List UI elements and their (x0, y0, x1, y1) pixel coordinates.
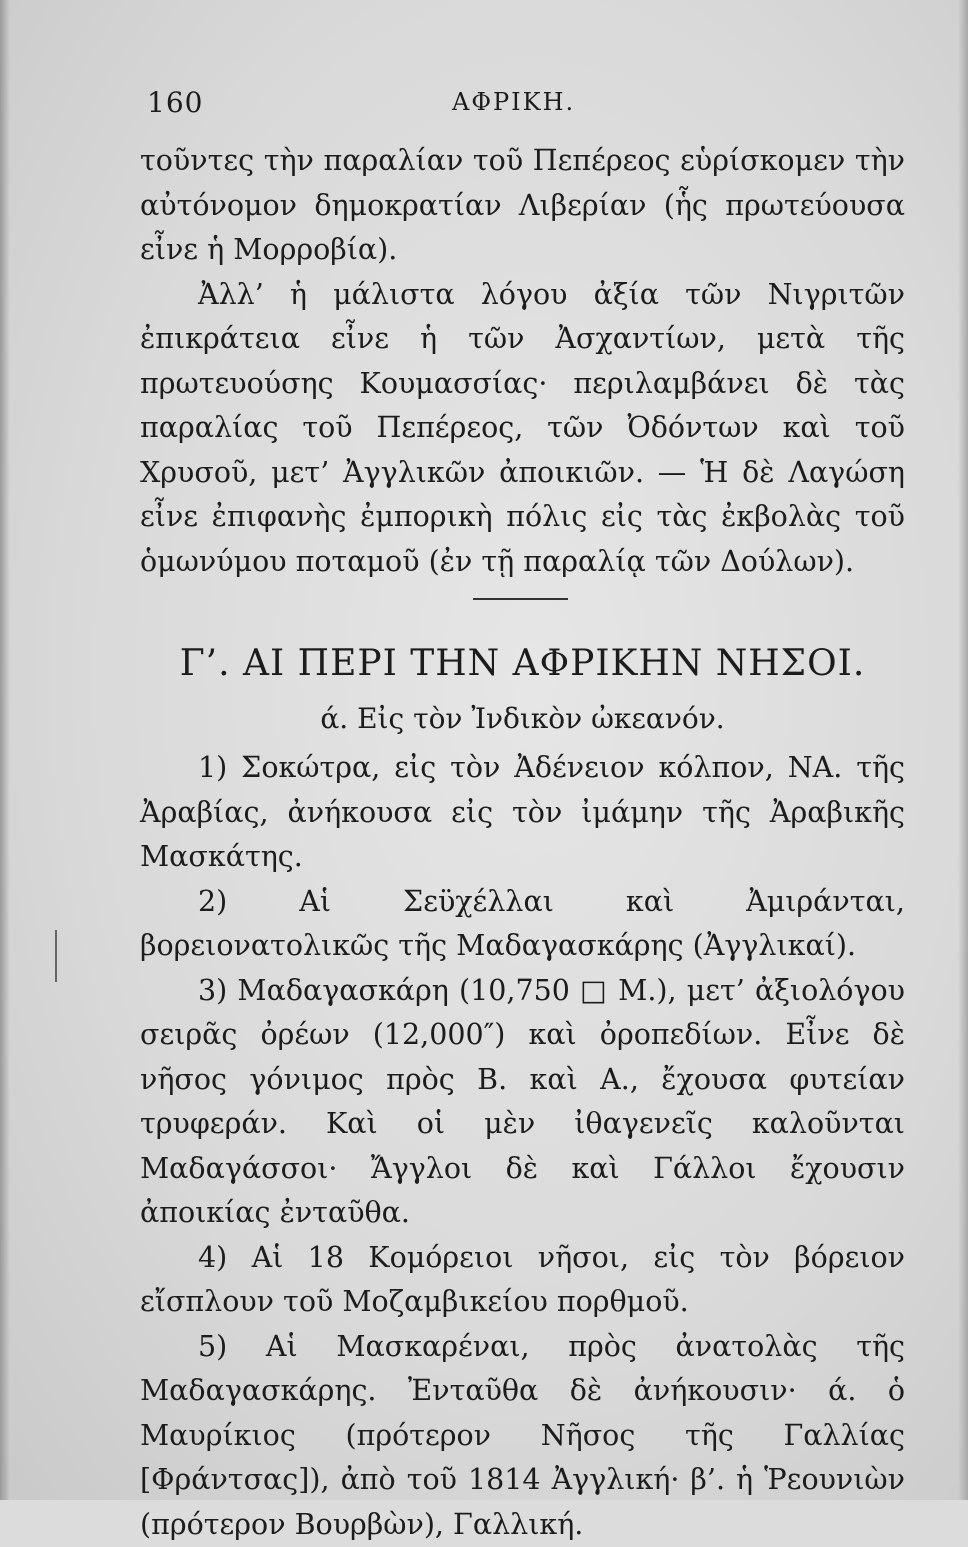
running-title: ΑΦΡΙΚΗ. (452, 88, 575, 116)
page-gutter-shadow (0, 0, 10, 1500)
page-body (140, 139, 905, 1547)
paragraph-continued: τοῦντες τὴν παραλίαν τοῦ Πεπέρεος εὑρίσκομεν τὴν αὐτόνομον δημοκρατίαν Λιβερίαν (ἧς πρωτεύουσα εἶνε ἡ Μορροβία). (140, 139, 905, 273)
section-subheading: ά. Εἰς τὸν Ἰνδικὸν ὠκεανόν. (140, 696, 905, 742)
margin-pencil-mark (55, 930, 57, 982)
section-heading: Γ’. ΑΙ ΠΕΡΙ ΤΗΝ ΑΦΡΙΚΗΝ ΝΗΣΟΙ. (140, 640, 905, 688)
list-item: 3) Μαδαγασκάρη (10,750 □ Μ.), μετ’ ἀξιολόγου σειρᾶς ὀρέων (12,000″) καὶ ὀροπεδίων. Εἶνε δὲ νῆσος γόνιμος πρὸς Β. καὶ Α., ἔχουσα φυτείαν τρυφεράν. Καὶ οἱ μὲν ἰθαγενεῖς καλοῦνται Μαδαγάσσοι· Ἄγγλοι δὲ καὶ Γάλλοι ἔχουσιν ἀποικίας ἐνταῦθα. (140, 969, 905, 1236)
page-edge-shadow (958, 0, 968, 1500)
running-head (147, 86, 903, 126)
paragraph-ashanti: Ἀλλ’ ἡ μάλιστα λόγου ἀξία τῶν Νιγριτῶν ἐπικράτεια εἶνε ἡ τῶν Ἀσχαντίων, μετὰ τῆς πρωτευούσης Κουμασσίας· περιλαμβάνει δὲ τὰς παραλίας τοῦ Πεπέρεος, τῶν Ὀδόντων καὶ τοῦ Χρυσοῦ, μετ’ Ἀγγλικῶν ἀποικιῶν. — Ἡ δὲ Λαγώση εἶνε ἐπιφανὴς ἐμπορικὴ πόλις εἰς τὰς ἐκβολὰς τοῦ ὁμωνύμου ποταμοῦ (ἐν τῇ παραλίᾳ τῶν Δούλων). (140, 273, 905, 585)
list-item: 5) Αἱ Μασκαρέναι, πρὸς ἀνατολὰς τῆς Μαδαγασκάρης. Ἐνταῦθα δὲ ἀνήκουσιν· ά. ὁ Μαυρίκιος (πρότερον Νῆσος τῆς Γαλλίας [Φράντσας]), ἀπὸ τοῦ 1814 Ἀγγλική· β’. ἡ Ῥεουνιὼν (πρότερον Βουρβὼν), Γαλλική. (140, 1325, 905, 1547)
list-item: 4) Αἱ 18 Κομόρειοι νῆσοι, εἰς τὸν βόρειον εἴσπλουν τοῦ Μοζαμβικείου πορθμοῦ. (140, 1236, 905, 1325)
page-number: 160 (147, 86, 203, 119)
list-item: 1) Σοκώτρα, εἰς τὸν Ἀδένειον κόλπον, ΝΑ. τῆς Ἀραβίας, ἀνήκουσα εἰς τὸν ἰμάμην τῆς Ἀραβικῆς Μασκάτης. (140, 746, 905, 880)
section-divider-rule (473, 598, 568, 600)
list-item: 2) Αἱ Σεϋχέλλαι καὶ Ἀμιράνται, βορειονατολικῶς τῆς Μαδαγασκάρης (Ἀγγλικαί). (140, 880, 905, 969)
